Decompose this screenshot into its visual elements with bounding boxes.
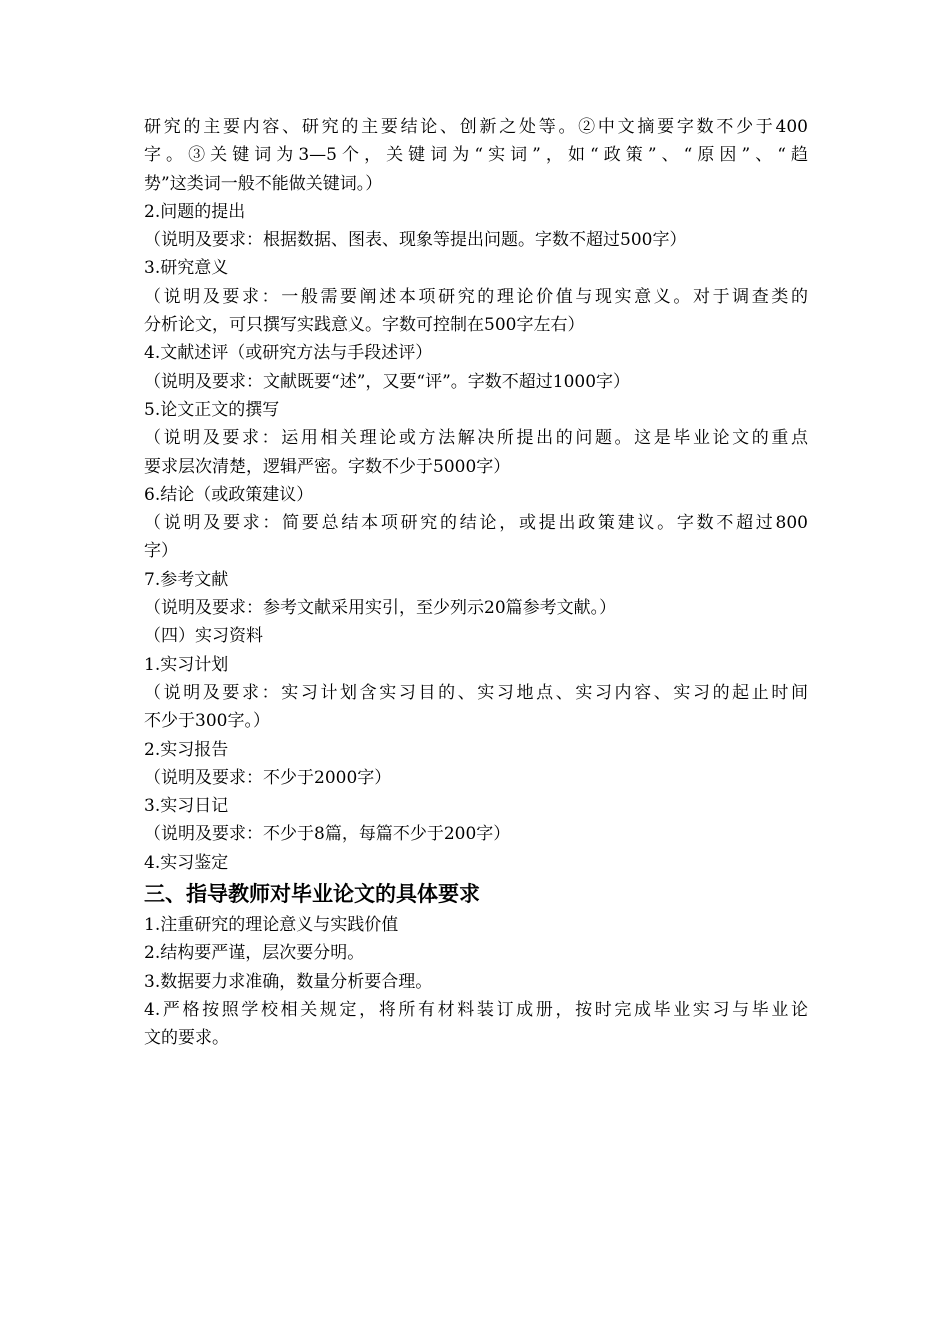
significance-requirement: （说明及要求：一般需要阐述本项研究的理论价值与现实意义。对于调查类的 xyxy=(144,286,808,307)
section-heading: 三、指导教师对毕业论文的具体要求 xyxy=(144,882,480,907)
requirement-item: 3.数据要力求准确，数量分析要合理。 xyxy=(144,971,433,992)
problem-requirement: （说明及要求：根据数据、图表、现象等提出问题。字数不超过500字） xyxy=(144,230,687,251)
conclusion-title: 6.结论（或政策建议） xyxy=(144,484,314,505)
body-title: 5.论文正文的撰写 xyxy=(144,399,280,420)
internship-plan-title: 1.实习计划 xyxy=(144,654,229,675)
internship-report-title: 2.实习报告 xyxy=(144,739,229,760)
internship-report-requirement: （说明及要求：不少于2000字） xyxy=(144,767,392,788)
internship-appraisal-title: 4.实习鉴定 xyxy=(144,852,229,873)
requirement-item: 2.结构要严谨，层次要分明。 xyxy=(144,943,365,964)
references-requirement: （说明及要求：参考文献采用实引，至少列示20篇参考文献。） xyxy=(144,598,617,619)
internship-diary-title: 3.实习日记 xyxy=(144,796,229,817)
internship-plan-requirement: （说明及要求：实习计划含实习目的、实习地点、实习内容、实习的起止时间 xyxy=(144,682,808,703)
problem-title: 2.问题的提出 xyxy=(144,201,246,222)
internship-title: （四）实习资料 xyxy=(144,626,263,647)
abstract-line: 研究的主要内容、研究的主要结论、创新之处等。②中文摘要字数不少于400 xyxy=(144,117,808,137)
review-title: 4.文献述评（或研究方法与手段述评） xyxy=(144,343,433,364)
conclusion-requirement: 字） xyxy=(144,541,178,562)
significance-requirement: 分析论文，可只撰写实践意义。字数可控制在500字左右） xyxy=(144,315,585,336)
internship-diary-requirement: （说明及要求：不少于8篇，每篇不少于200字） xyxy=(144,824,511,845)
body-requirement: （说明及要求：运用相关理论或方法解决所提出的问题。这是毕业论文的重点 xyxy=(144,428,808,449)
references-title: 7.参考文献 xyxy=(144,569,229,590)
conclusion-requirement: （说明及要求：简要总结本项研究的结论，或提出政策建议。字数不超过800 xyxy=(144,513,808,534)
significance-title: 3.研究意义 xyxy=(144,258,229,279)
requirement-item: 4.严格按照学校相关规定，将所有材料装订成册，按时完成毕业实习与毕业论 xyxy=(144,999,808,1020)
body-requirement: 要求层次清楚，逻辑严密。字数不少于5000字） xyxy=(144,456,511,477)
internship-plan-requirement: 不少于300字。） xyxy=(144,711,270,732)
abstract-line: 势”这类词一般不能做关键词。） xyxy=(144,173,383,194)
requirement-item: 文的要求。 xyxy=(144,1028,229,1049)
requirement-item: 1.注重研究的理论意义与实践价值 xyxy=(144,915,399,936)
document-page xyxy=(144,113,808,1053)
review-requirement: （说明及要求：文献既要“述”，又要“评”。字数不超过1000字） xyxy=(144,371,631,392)
abstract-line: 字。③关键词为3—5个，关键词为“实词”，如“政策”、“原因”、“趋 xyxy=(144,145,808,166)
